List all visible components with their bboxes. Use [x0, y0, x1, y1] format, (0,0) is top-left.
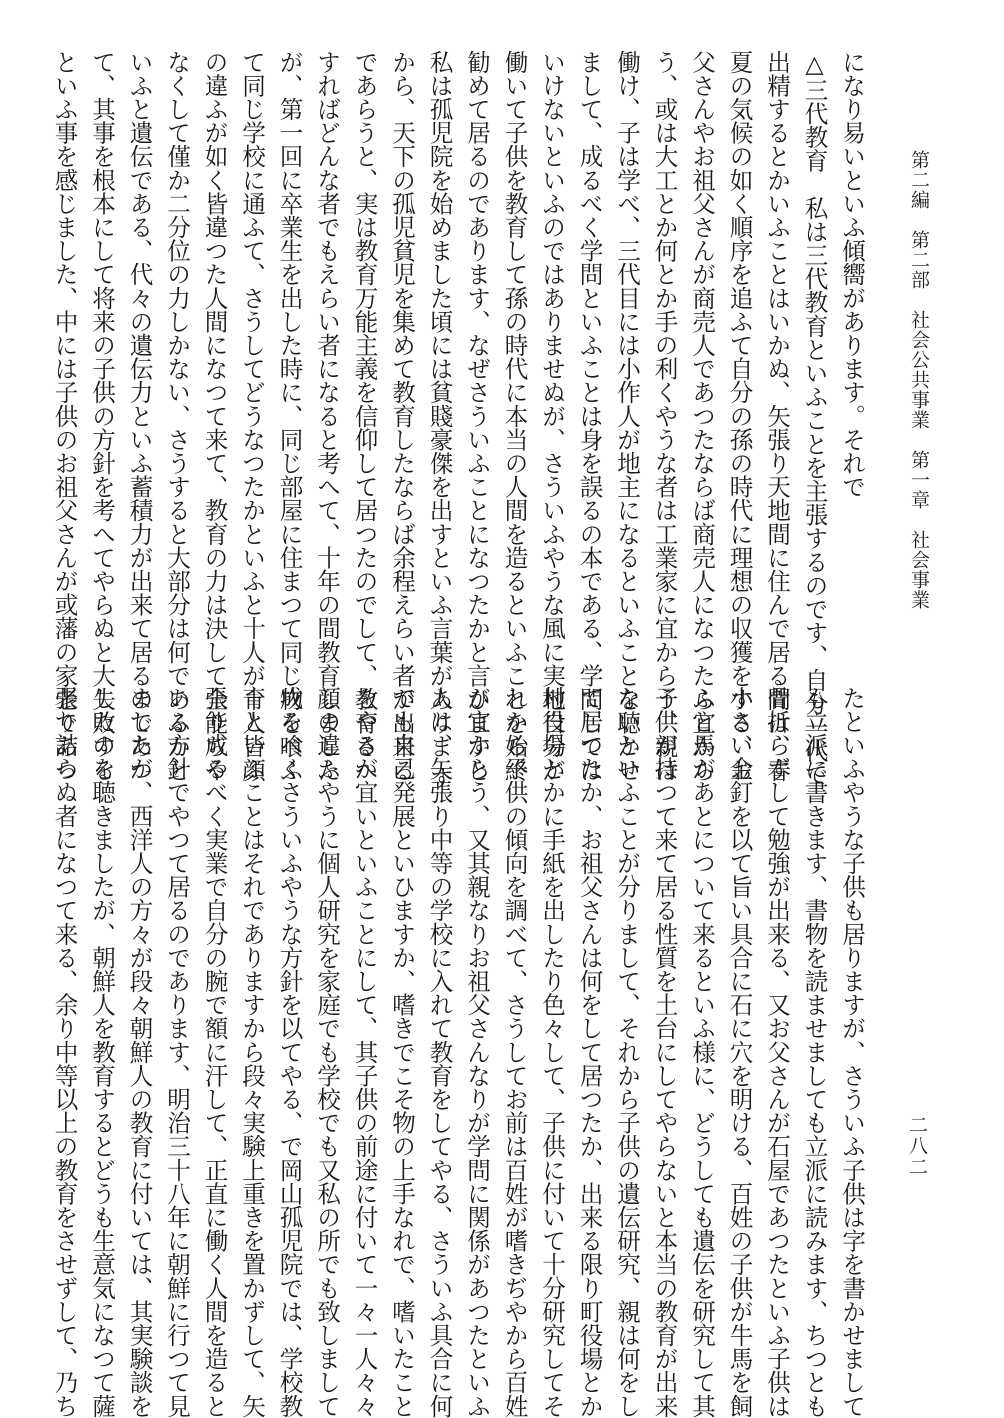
text-line: れから子供の傾向を調べて、さうしてお前は百姓が嗜きぢやから百姓 [500, 686, 529, 1418]
text-line: ふと馬があとについて来るといふ様に、どうしても遺伝を研究して其 [688, 686, 716, 1418]
text-line: 人は、矢張り中等の学校に入れて教育をしてやる、さういふ具合に何 [425, 686, 454, 1418]
text-line: 私は孤児院を始めました頃には貧賤豪傑を出すといふ言葉がありま す [425, 50, 454, 790]
text-line: いふ方針でやつて居るのであります、明治三十八年に朝鮮に行つて見 [163, 686, 191, 1418]
text-line: う、或は大工とか何とか手の利くやうな者は工業家に宜からう、親は [650, 50, 679, 782]
text-line: △三代教育 私は三代教育といふことを主張するのです、自分一代で [800, 50, 829, 786]
text-line: 勧めて居るのであります、なぜさういふことになつたかと言ひますと [463, 50, 491, 782]
text-line: ないといふことが分りまして、それから子供の遺伝研究、親は何をし [613, 686, 641, 1418]
text-line: 小さい金釘を以て旨い具合に石に穴を明ける、百姓の子供が牛馬を飼 [725, 686, 754, 1418]
text-line: でも自己発展といひますか、嗜きでこそ物の上手なれで、嗜いたこと [388, 686, 416, 1418]
text-line: て、其事を根本にして将来の子供の方針を考へてやらぬと大失敗する [88, 50, 116, 782]
text-line: いふと遺伝である、代々の遺伝力といふ蓄積力が出来て居るのであつ [125, 50, 154, 782]
text-line: 働け、子は学べ、三代目には小作人が地主になるといふことを聴かせ [613, 50, 641, 782]
text-line: 夏の気候の如く順序を追ふて自分の孫の時代に理想の収獲をする、お [725, 50, 754, 782]
text-line: 村役場とかに手紙を出したり色々して、子供に付いて十分研究してそ [538, 686, 566, 1418]
text-line: も立派に書きます、書物を読ませましても立派に読みます、ちつとも [800, 686, 829, 1418]
text-line: が宜からう、又其親なりお祖父さんなりが学問に関係があつたといふ [463, 686, 491, 1418]
text-line: 子供が持つて来て居る性質を土台にしてやらないと本当の教育が出来 [650, 686, 679, 1418]
text-line: ましたが、西洋人の方々が段々朝鮮人の教育に付いては、其実験談を [125, 686, 154, 1418]
text-line: したのを聴きましたが、朝鮮人を教育するとどうも生意気になつて薩 [88, 686, 116, 1418]
text-line: 張り成るべく実業で自分の腕で額に汗して、正直に働く人間を造ると [200, 686, 229, 1418]
text-line: といふ事を感じました、中には子供のお祖父さんが或藩の家老であつ [50, 50, 79, 782]
running-header: 第二編 第二部 社会公共事業 第一章 社会事業 [908, 150, 930, 610]
text-line: をやるが宜いといふことにして、其子供の前途に付いて一々一人々々 [350, 686, 379, 1418]
upper-text-block [50, 50, 870, 790]
text-line: が、第一回に卒業生を出した時に、同じ部屋に住まつて同じ物を喰ふ [275, 50, 304, 782]
text-line: になり易いといふ傾嚮があります。それで [838, 50, 866, 499]
text-line: すればどんな者でもえらい者になると考へて、十年の間教育しました [313, 50, 341, 782]
text-line: 骨折らずして勉強が出来る、又お父さんが石屋であつたといふ子供は [763, 686, 791, 1418]
text-line: いけないといふのではありませぬが、さういふやうな風に実地自分が [538, 50, 566, 782]
text-line: であらうと、実は教育万能主義を信仰して居つたのでして、教育さへ [350, 50, 379, 782]
lower-text-block [50, 686, 870, 1418]
text-line: なくして僅か二分位の力しかない、さうすると大部分は何であるかと [163, 50, 191, 782]
text-line: から、天下の孤児貧児を集めて教育したならば余程えらい者が出来る [388, 50, 416, 782]
page-number: 二八二 [906, 1115, 928, 1178]
text-line: 顔の違ふやうに個人研究を家庭でも学校でも又私の所でも致しまして [313, 686, 341, 1418]
text-line: まして、成るべく学問といふことは身を誤るの本である、学問しては [575, 50, 604, 782]
text-line: 働いて子供を教育して孫の時代に本当の人間を造るといふことを始終 [500, 50, 529, 782]
text-line: 育といふことはそれでありますから段々実験上重きを置かずして、矢 [238, 686, 266, 1418]
text-line: 張り詰らぬ者になつて来る、余り中等以上の教育をさせずして、乃ち [50, 686, 79, 1418]
text-line: の違ふが如く皆違つた人間になつて来て、教育の力は決して全能ぢや [200, 50, 229, 782]
text-line: たといふやうな子供も居りますが、さういふ子供は字を書かせまして [838, 686, 866, 1418]
text-line: 出精するとかいふことはいかぬ、矢張り天地間に住んで居る間は、春 [763, 50, 791, 782]
text-line: 父さんやお祖父さんが商売人であつたならば商売人になつたら宜から [688, 50, 716, 782]
text-line: 成るべくさういふやうな方針を以てやる、で岡山孤児院では、学校教 [275, 686, 304, 1418]
text-line: て同じ学校に通ふて、さうしてどうなつたかといふと十人が十人皆顔 [238, 50, 266, 782]
text-line: て居つたか、お祖父さんは何をして居つたか、出来る限り町役場とか [575, 686, 604, 1418]
